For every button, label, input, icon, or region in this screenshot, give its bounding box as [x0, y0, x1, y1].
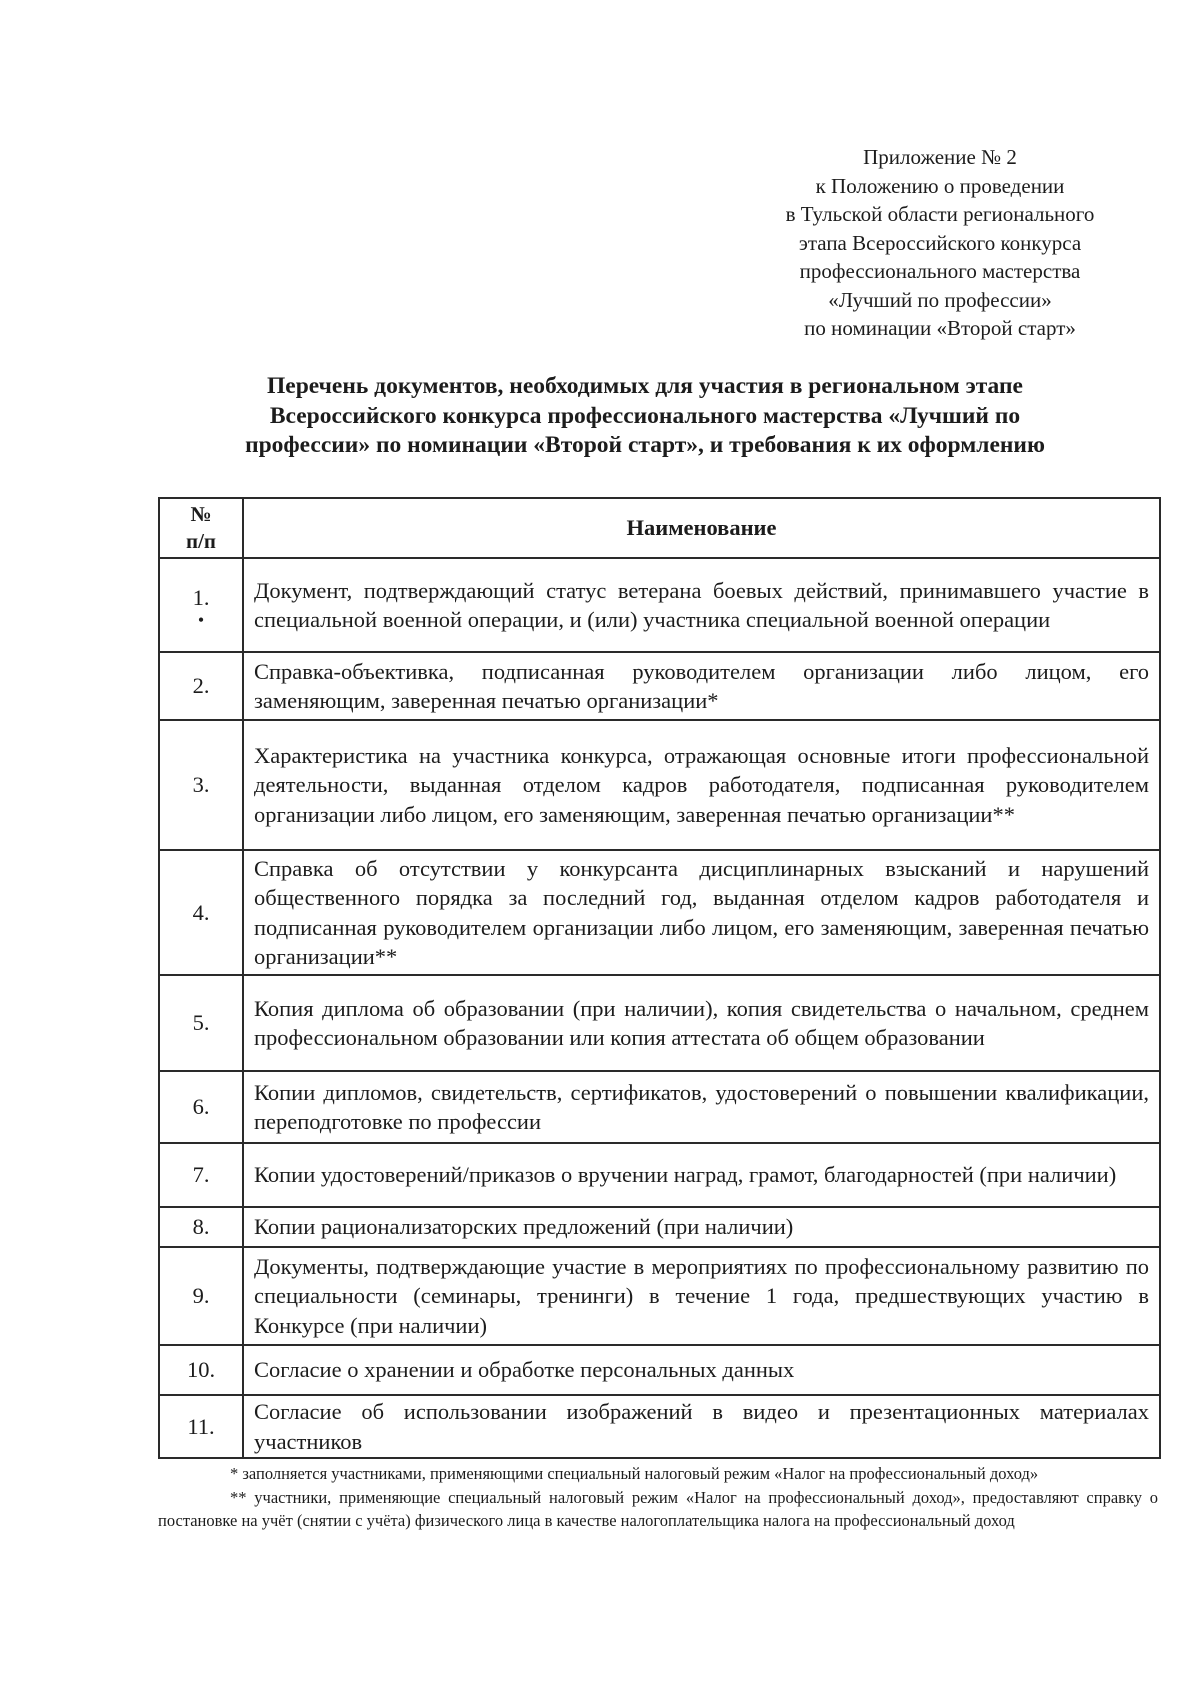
appendix-line: этапа Всероссийского конкурса [798, 230, 1082, 255]
table-header-row [159, 498, 1160, 558]
row-number: 8. [159, 1207, 243, 1247]
table-row [159, 1395, 1160, 1458]
header-number [159, 498, 243, 558]
row-text: Документы, подтверждающие участие в мероприятиях по профессиональному развитию по специальности (семинары, тренинги) в течение 1 года, предшествующих участию в Конкурсе (при наличии) [243, 1247, 1160, 1345]
row-text: Справка об отсутствии у конкурсанта дисциплинарных взысканий и нарушений общественного порядка за последний год, выданная отделом кадров работодателя и подписанная руководителем организации либо лицом, его заменяющим, заверенная печатью организации** [243, 850, 1160, 975]
row-number: 11. [159, 1395, 243, 1458]
row-number: 9. [159, 1247, 243, 1345]
table-row [159, 975, 1160, 1071]
row-number: 6. [159, 1071, 243, 1143]
row-number: 1. [192, 585, 210, 611]
row-text: Копии рационализаторских предложений (при наличии) [243, 1207, 1160, 1247]
row-number: 2. [159, 652, 243, 720]
appendix-line: к Положению о проведении [815, 173, 1065, 198]
table-row [159, 720, 1160, 850]
row-number: 5. [159, 975, 243, 1071]
row-number: 7. [159, 1143, 243, 1207]
header-name: Наименование [243, 498, 1160, 558]
appendix-line: Приложение № 2 [863, 145, 1017, 169]
row-text: Согласие об использовании изображений в видео и презентационных материалах участников [243, 1395, 1160, 1458]
row-number: 10. [159, 1345, 243, 1395]
row-text: Копии удостоверений/приказов о вручении наград, грамот, благодарностей (при наличии) [243, 1143, 1160, 1207]
title-line: профессии» по номинации «Второй старт», и требования к их оформлению [245, 432, 1045, 458]
table-row [159, 558, 1160, 652]
title-line: Всероссийского конкурса профессионального мастерства «Лучший по [269, 402, 1021, 429]
footnotes [158, 1462, 1158, 1533]
table-row [159, 1345, 1160, 1395]
row-text: Документ, подтверждающий статус ветерана боевых действий, принимавшего участие в специальной военной операции, и (или) участника специальной военной операции [243, 558, 1160, 652]
header-number-symbol: № [190, 502, 212, 526]
row-text: Копия диплома об образовании (при наличии), копия свидетельства о начальном, среднем профессиональном образовании или копия аттестата об общем образовании [243, 975, 1160, 1071]
row-number-cell [159, 558, 243, 652]
appendix-header [740, 143, 1140, 343]
footnote-2: ** участники, применяющие специальный налоговый режим «Налог на профессиональный доход», предоставляют справку о постановке на учёт (снятии с учёта) физического лица в качестве налогоплательщика налога на профессиональный доход [158, 1487, 1158, 1530]
appendix-line: профессионального мастерства [799, 259, 1081, 283]
appendix-line: по номинации «Второй старт» [804, 316, 1076, 340]
row-mark: • [197, 609, 205, 630]
table-row [159, 1143, 1160, 1207]
row-text: Копии дипломов, свидетельств, сертификатов, удостоверений о повышении квалификации, переподготовке по профессии [243, 1071, 1160, 1143]
row-number: 3. [159, 720, 243, 850]
document-title [150, 372, 1140, 461]
appendix-line: «Лучший по профессии» [828, 287, 1052, 312]
table-row [159, 652, 1160, 720]
table-row [159, 1207, 1160, 1247]
table-row [159, 1247, 1160, 1345]
header-number-abbrev: п/п [185, 529, 217, 553]
footnote-1: * заполняется участниками, применяющими специальный налоговый режим «Налог на профессиональный доход» [230, 1464, 1039, 1483]
documents-table [158, 497, 1161, 1459]
row-number: 4. [159, 850, 243, 975]
row-text: Согласие о хранении и обработке персональных данных [243, 1345, 1160, 1395]
title-line: Перечень документов, необходимых для участия в региональном этапе [267, 373, 1023, 399]
table-row [159, 850, 1160, 975]
row-text: Справка-объективка, подписанная руководителем организации либо лицом, его заменяющим, заверенная печатью организации* [243, 652, 1160, 720]
table-row [159, 1071, 1160, 1143]
appendix-line: в Тульской области регионального [785, 202, 1095, 226]
row-text: Характеристика на участника конкурса, отражающая основные итоги профессиональной деятельности, выданная отделом кадров работодателя, подписанная руководителем организации либо лицом, его заменяющим, заверенная печатью организации** [243, 720, 1160, 850]
